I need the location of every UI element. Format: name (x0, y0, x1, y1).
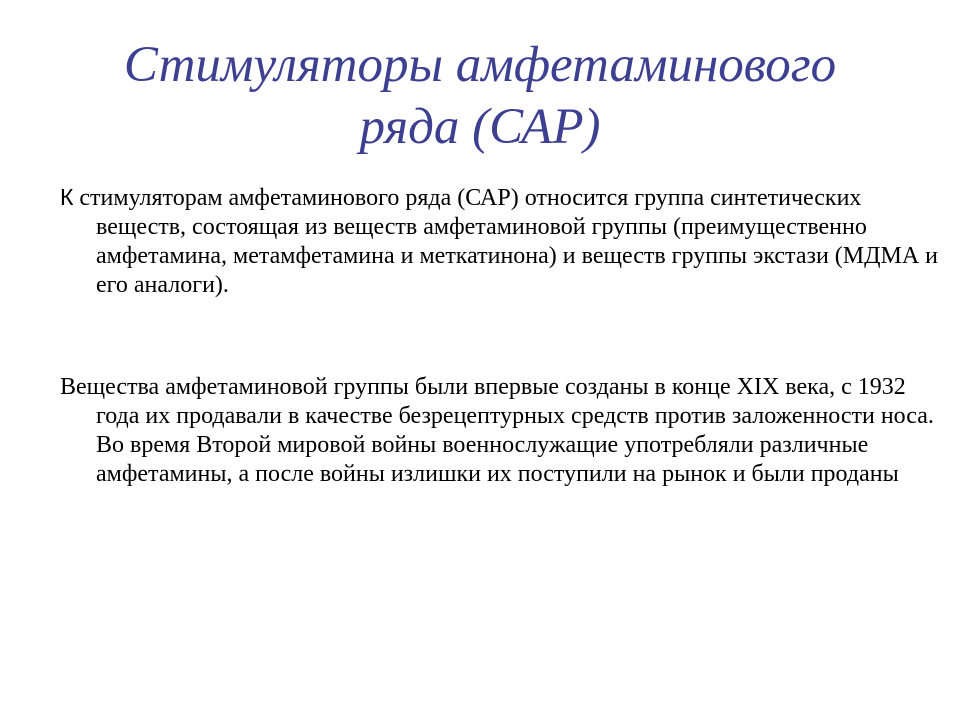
paragraph-1 (60, 183, 941, 300)
slide-title-line-1: Стимуляторы амфетаминового (123, 37, 837, 93)
paragraph-1-text: стимуляторам амфетаминового ряда (САР) относится группа синтетических веществ, состоящая из веществ амфетаминовой группы (преимущественно амфетамина, метамфетамина и меткатинона) и веществ группы экстази (МДМА и его аналоги). (73, 185, 939, 298)
slide-title-line-2: ряда (САР) (359, 99, 601, 155)
paragraph-2-text: Вещества амфетаминовой группы были впервые созданы в конце XIX века, с 1932 года их продавали в качестве безрецептурных средств против заложенности носа. Во время Второй мировой войны военнослужащие употребляли различные амфетамины, а после войны излишки их поступили на рынок и были проданы (60, 374, 934, 487)
slide-title (60, 34, 900, 158)
paragraph-2 (60, 373, 941, 489)
paragraph-1-lead: К (60, 184, 74, 210)
